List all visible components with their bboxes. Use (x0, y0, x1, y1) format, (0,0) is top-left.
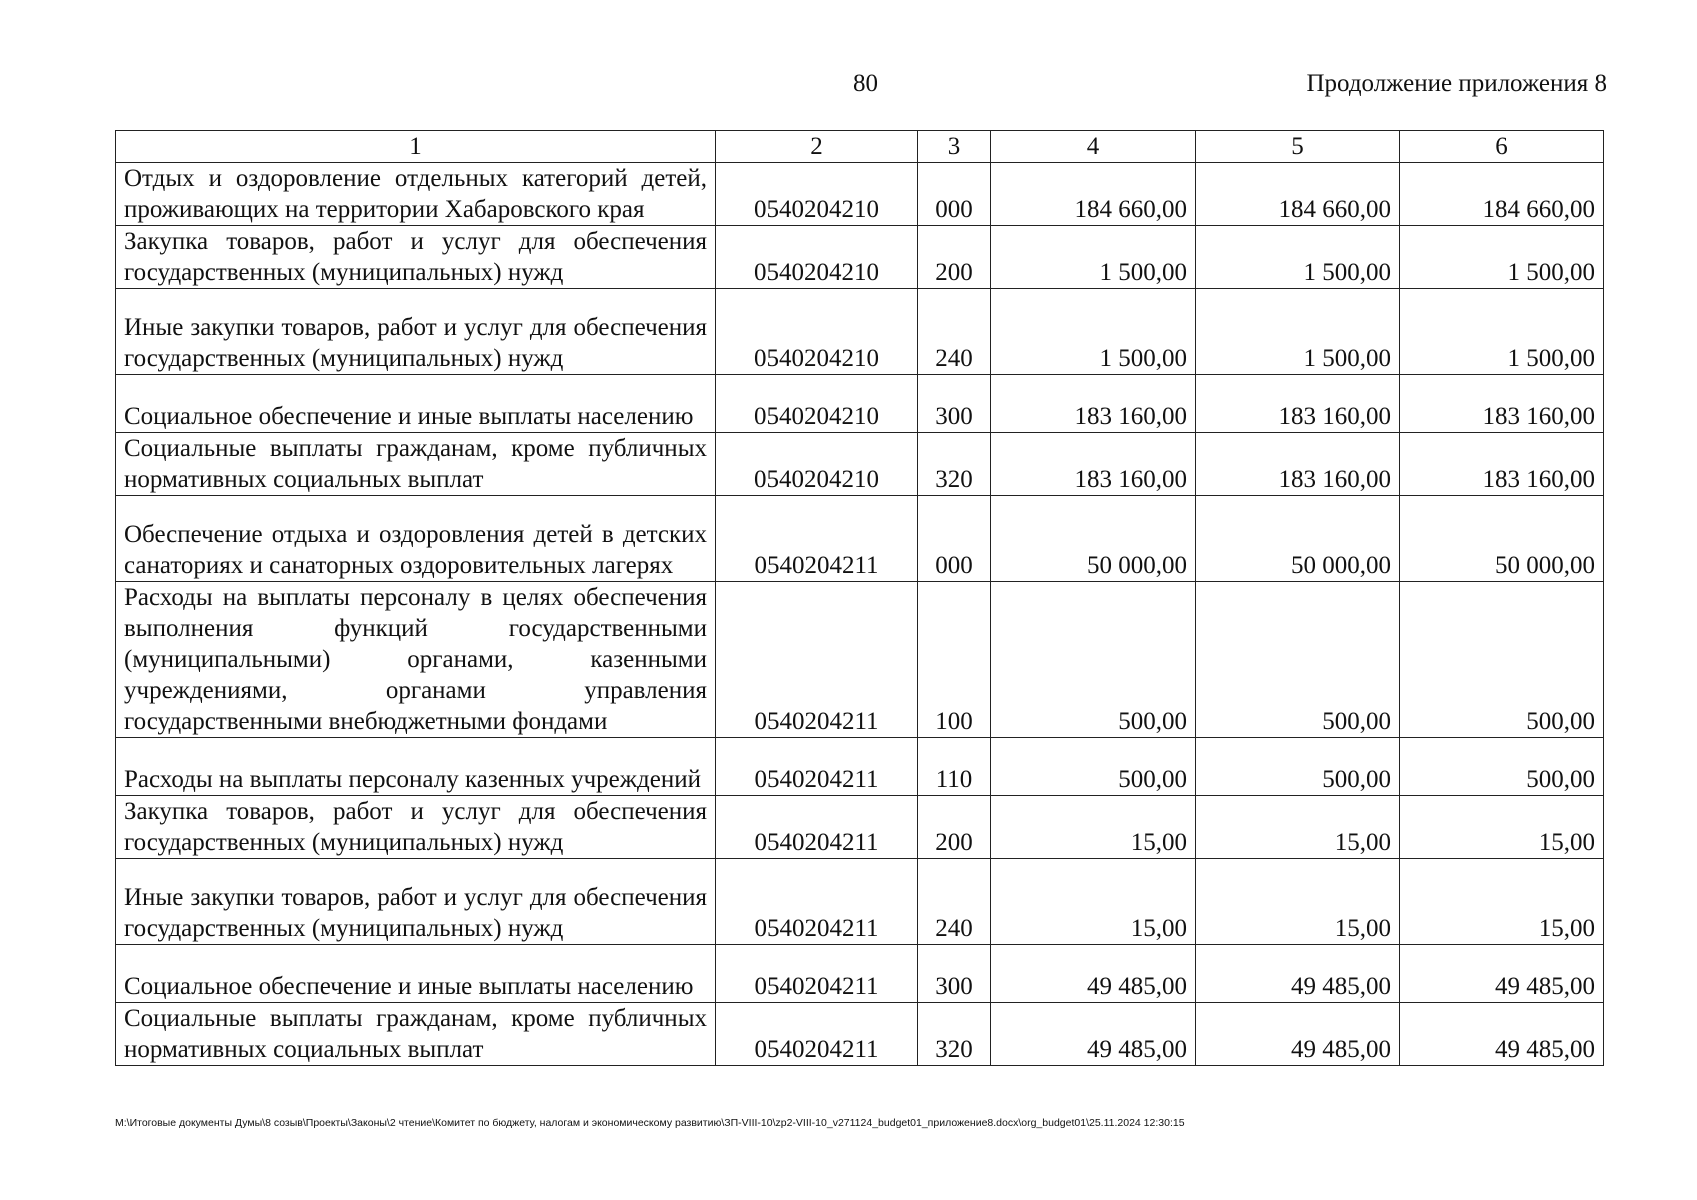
row-value-col4-cell: 183 160,00 (991, 433, 1196, 496)
row-type-cell: 000 (918, 163, 991, 226)
row-type-cell: 000 (918, 496, 991, 582)
table-row (116, 375, 1604, 433)
table-row (116, 859, 1604, 945)
row-code-cell: 0540204211 (716, 796, 918, 859)
row-value-col5-cell: 15,00 (1196, 796, 1400, 859)
table-row (116, 433, 1604, 496)
row-type-cell: 200 (918, 796, 991, 859)
page-number: 80 (853, 70, 878, 97)
document-file-path: M:\Итоговые документы Думы\8 созыв\Проекты\Законы\2 чтение\Комитет по бюджету, налогам и экономическому развитию\ЗП-VIII-10\zp2-VIII-10_v271124_budget01_приложение8.docx\org_budget01\25.11.2024 12:30:15 (115, 1117, 1185, 1129)
row-name-cell: Обеспечение отдыха и оздоровления детей в детских санаториях и санаторных оздоровительных лагерях (116, 496, 716, 582)
row-code-cell: 0540204210 (716, 163, 918, 226)
row-name-cell: Социальные выплаты гражданам, кроме публичных нормативных социальных выплат (116, 433, 716, 496)
table-header-row (116, 131, 1604, 163)
row-type-cell: 320 (918, 1003, 991, 1066)
row-name-cell: Социальное обеспечение и иные выплаты населению (116, 945, 716, 1003)
row-type-cell: 240 (918, 289, 991, 375)
row-type-cell: 300 (918, 945, 991, 1003)
row-name-cell: Закупка товаров, работ и услуг для обеспечения государственных (муниципальных) нужд (116, 226, 716, 289)
table-row (116, 582, 1604, 738)
row-name-cell: Социальные выплаты гражданам, кроме публичных нормативных социальных выплат (116, 1003, 716, 1066)
budget-table (115, 130, 1604, 1066)
row-value-col4-cell: 500,00 (991, 582, 1196, 738)
row-type-cell: 320 (918, 433, 991, 496)
row-value-col6-cell: 1 500,00 (1400, 226, 1604, 289)
row-name-cell: Закупка товаров, работ и услуг для обеспечения государственных (муниципальных) нужд (116, 796, 716, 859)
row-value-col5-cell: 49 485,00 (1196, 1003, 1400, 1066)
row-value-col4-cell: 183 160,00 (991, 375, 1196, 433)
row-value-col4-cell: 500,00 (991, 738, 1196, 796)
row-code-cell: 0540204211 (716, 945, 918, 1003)
row-code-cell: 0540204210 (716, 375, 918, 433)
row-value-col4-cell: 1 500,00 (991, 289, 1196, 375)
appendix-continuation-label: Продолжение приложения 8 (1306, 70, 1607, 97)
row-value-col6-cell: 183 160,00 (1400, 375, 1604, 433)
table-row (116, 796, 1604, 859)
row-value-col5-cell: 500,00 (1196, 582, 1400, 738)
row-type-cell: 100 (918, 582, 991, 738)
row-value-col4-cell: 49 485,00 (991, 1003, 1196, 1066)
table-row (116, 496, 1604, 582)
row-code-cell: 0540204211 (716, 582, 918, 738)
row-value-col5-cell: 1 500,00 (1196, 226, 1400, 289)
row-value-col5-cell: 184 660,00 (1196, 163, 1400, 226)
row-value-col4-cell: 1 500,00 (991, 226, 1196, 289)
column-header-6: 6 (1400, 131, 1604, 163)
table-row (116, 163, 1604, 226)
table-row (116, 289, 1604, 375)
row-value-col5-cell: 15,00 (1196, 859, 1400, 945)
table-row (116, 1003, 1604, 1066)
row-value-col4-cell: 49 485,00 (991, 945, 1196, 1003)
row-value-col6-cell: 50 000,00 (1400, 496, 1604, 582)
column-header-3: 3 (918, 131, 991, 163)
row-type-cell: 200 (918, 226, 991, 289)
row-value-col5-cell: 183 160,00 (1196, 433, 1400, 496)
row-value-col5-cell: 49 485,00 (1196, 945, 1400, 1003)
row-code-cell: 0540204210 (716, 433, 918, 496)
row-name-cell: Расходы на выплаты персоналу в целях обеспечения выполнения функций государственными (муниципальными) органами, казенными учреждениями, органами управления государственными внебюджетными фондами (116, 582, 716, 738)
row-code-cell: 0540204210 (716, 289, 918, 375)
row-value-col6-cell: 1 500,00 (1400, 289, 1604, 375)
row-type-cell: 240 (918, 859, 991, 945)
row-value-col6-cell: 184 660,00 (1400, 163, 1604, 226)
row-value-col6-cell: 49 485,00 (1400, 945, 1604, 1003)
column-header-4: 4 (991, 131, 1196, 163)
table-row (116, 738, 1604, 796)
row-value-col5-cell: 1 500,00 (1196, 289, 1400, 375)
row-code-cell: 0540204210 (716, 226, 918, 289)
row-value-col6-cell: 15,00 (1400, 796, 1604, 859)
table-row (116, 226, 1604, 289)
table-row (116, 945, 1604, 1003)
row-code-cell: 0540204211 (716, 859, 918, 945)
row-value-col5-cell: 500,00 (1196, 738, 1400, 796)
row-value-col4-cell: 184 660,00 (991, 163, 1196, 226)
row-value-col6-cell: 183 160,00 (1400, 433, 1604, 496)
row-value-col6-cell: 15,00 (1400, 859, 1604, 945)
row-value-col4-cell: 15,00 (991, 796, 1196, 859)
column-header-2: 2 (716, 131, 918, 163)
row-value-col4-cell: 50 000,00 (991, 496, 1196, 582)
row-value-col5-cell: 50 000,00 (1196, 496, 1400, 582)
row-type-cell: 110 (918, 738, 991, 796)
row-code-cell: 0540204211 (716, 1003, 918, 1066)
row-name-cell: Иные закупки товаров, работ и услуг для обеспечения государственных (муниципальных) нужд (116, 859, 716, 945)
row-value-col6-cell: 500,00 (1400, 582, 1604, 738)
column-header-1: 1 (116, 131, 716, 163)
row-name-cell: Иные закупки товаров, работ и услуг для обеспечения государственных (муниципальных) нужд (116, 289, 716, 375)
row-name-cell: Социальное обеспечение и иные выплаты населению (116, 375, 716, 433)
row-code-cell: 0540204211 (716, 496, 918, 582)
row-value-col6-cell: 500,00 (1400, 738, 1604, 796)
budget-table-body (116, 131, 1604, 1066)
row-code-cell: 0540204211 (716, 738, 918, 796)
row-value-col6-cell: 49 485,00 (1400, 1003, 1604, 1066)
row-type-cell: 300 (918, 375, 991, 433)
column-header-5: 5 (1196, 131, 1400, 163)
row-name-cell: Отдых и оздоровление отдельных категорий детей, проживающих на территории Хабаровского края (116, 163, 716, 226)
row-value-col5-cell: 183 160,00 (1196, 375, 1400, 433)
row-name-cell: Расходы на выплаты персоналу казенных учреждений (116, 738, 716, 796)
row-value-col4-cell: 15,00 (991, 859, 1196, 945)
